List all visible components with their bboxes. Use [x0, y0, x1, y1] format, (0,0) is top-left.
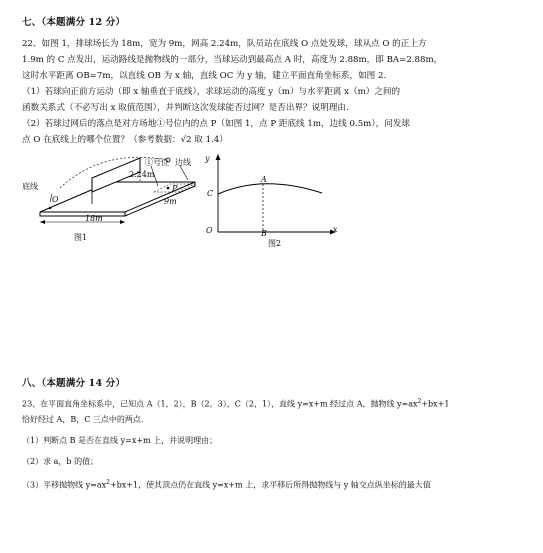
label-y-axis: y: [205, 154, 210, 163]
label-a: A: [261, 175, 267, 184]
label-position1: ①号位: [145, 158, 169, 167]
q23-part3: （3）平移抛物线 $y=ax^2+bx+1$，使其顶点仍在直线 y=x+m 上，求平移后所得抛物线与 y 轴交点纵坐标的最大值: [22, 479, 431, 490]
label-baseline: 底线: [22, 182, 38, 191]
label-length: 18m: [85, 214, 103, 223]
q23-line1: 23、在平面直角坐标系中，已知点 A（1，2），B（2，3），C（2，1），直线 y=x+m 经过点 A，抛物线 $y=ax^2+bx+1$: [22, 398, 450, 409]
q22-line2: 1.9m 的 C 点发出，运动路线是抛物线的一部分，当球运动到最高点 A 时，高度为 2.88m，即 BA=2.88m，: [22, 55, 443, 65]
figure2-parabola-plot: [200, 152, 340, 238]
section7-heading: 七、（本题满分 12 分）: [22, 17, 126, 28]
q22-line1: 22、如图 1，排球场长为 18m，宽为 9m，网高 2.24m，队员站在底线 O 点处发球，球从点 O 的正上方: [22, 39, 427, 49]
label-net-height: 2.24m: [129, 170, 155, 179]
q22-line3: 这时水平距离 OB=7m，以直线 OB 为 x 轴，直线 OC 为 y 轴，建立平面直角坐标系，如图 2.: [22, 71, 387, 81]
figure1-caption: 图1: [74, 233, 88, 242]
point-o: [49, 207, 51, 209]
label-width: 9m: [164, 197, 177, 206]
q22-part1-line1: （1）若球向正前方运动（即 x 轴垂直于底线），求球运动的高度 y（m）与水平距离 x（m）之间的: [22, 87, 401, 97]
point-p: [167, 187, 170, 190]
label-b: B: [261, 229, 267, 238]
q23-part2: （2）求 a，b 的值；: [22, 457, 99, 466]
label-x-axis: x: [333, 225, 338, 234]
label-sideline: 边线: [175, 158, 191, 167]
q22-part2-line1: （2）若球过网后的落点是对方场地①号位内的点 P（如图 1，点 P 距底线 1m，边线 0.5m），问发球: [22, 119, 410, 129]
label-c: C: [207, 189, 214, 198]
q23-part1: （1）判断点 B 是否在直线 y=x+m 上，并说明理由；: [22, 436, 218, 445]
label-o-fig1: O: [52, 195, 59, 204]
q22-part1-line2: 函数关系式（不必写出 x 取值范围），并判断这次发球能否过网？是否出界？说明理由.: [22, 103, 349, 113]
label-p: P: [172, 184, 178, 193]
q22-part2-line2: 点 O 在底线上的哪个位置？（参考数据：√2 取 1.4）: [22, 135, 228, 145]
q23-line2: 恰好经过 A，B，C 三点中的两点.: [22, 415, 144, 424]
label-o-fig2: O: [206, 226, 213, 235]
section8-heading: 八、（本题满分 14 分）: [22, 378, 126, 389]
parabola-curve: [218, 184, 322, 194]
figure2-caption: 图2: [268, 239, 282, 248]
